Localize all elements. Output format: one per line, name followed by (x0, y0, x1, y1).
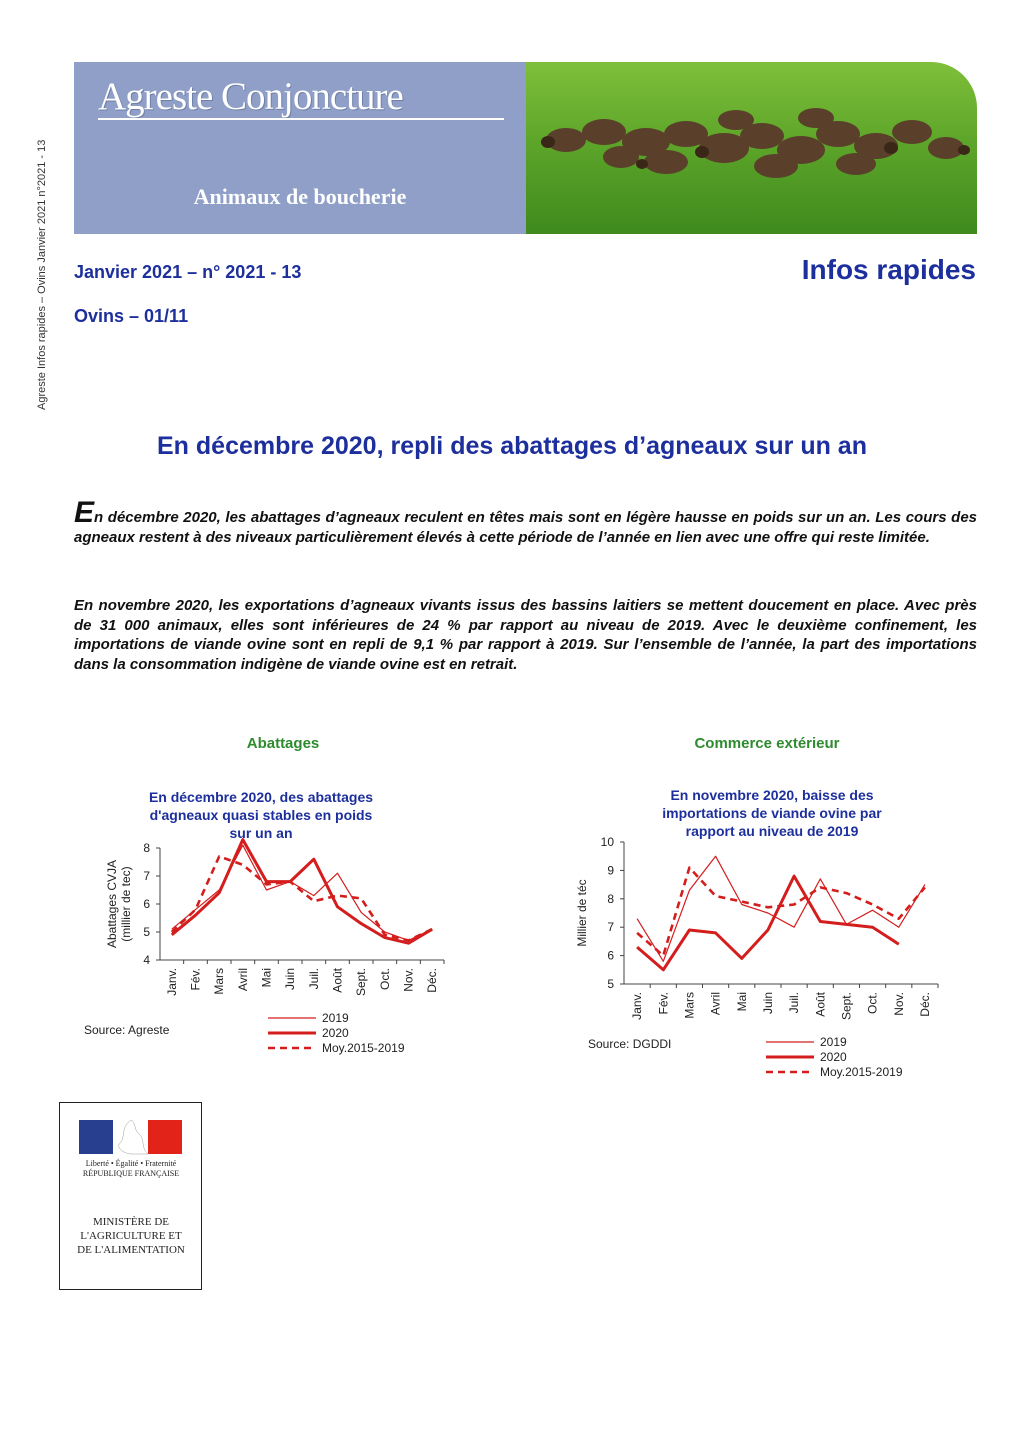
series-label: Ovins – 01/11 (74, 306, 189, 326)
y-tick-label: 5 (143, 925, 150, 939)
chart-title-line: d'agneaux quasi stables en poids (149, 807, 373, 823)
x-tick-label: Mars (212, 968, 227, 995)
x-tick-label: Janv. (630, 992, 645, 1020)
legend-label: Moy.2015-2019 (820, 1065, 903, 1079)
chart-title-line: En novembre 2020, baisse des (670, 787, 874, 803)
brand-name: Agreste Conjoncture (98, 75, 403, 118)
chart-source: Source: DGDDI (588, 1037, 672, 1051)
x-tick-label: Nov. (891, 992, 906, 1016)
section-title-abattages: Abattages (246, 735, 320, 752)
x-tick-label: Mai (259, 968, 274, 988)
side-running-header: Agreste Infos rapides – Ovins Janvier 2021 n°2021 - 13 (36, 139, 48, 410)
x-tick-label: Déc. (917, 992, 932, 1017)
ministry-logo (59, 1102, 202, 1290)
y-tick-label: 5 (607, 977, 614, 991)
banner-subtitle: Animaux de boucherie (193, 184, 407, 209)
x-tick-label: Juil. (306, 968, 321, 990)
x-tick-label: Fév. (188, 968, 203, 991)
y-tick-label: 8 (607, 891, 614, 906)
brand-underline (98, 118, 504, 120)
chart-title-line: importations de viande ovine par (662, 805, 882, 821)
legend-label: 2020 (820, 1050, 847, 1064)
banner-title-panel (74, 62, 526, 234)
y-tick-label: 8 (143, 841, 150, 855)
legend-label: 2019 (820, 1035, 847, 1049)
y-tick-label: 4 (143, 953, 150, 967)
section-title-commerce: Commerce extérieur (694, 735, 840, 752)
x-tick-label: Juin (283, 968, 298, 991)
chart-title-line: En décembre 2020, des abattages (148, 789, 374, 805)
x-tick-label: Août (813, 992, 828, 1017)
x-tick-label: Juil. (787, 992, 802, 1014)
x-tick-label: Juin (760, 992, 775, 1015)
y-tick-label: 7 (607, 920, 614, 935)
legend-label: 2020 (322, 1026, 349, 1040)
paragraph-1-text: n décembre 2020, les abattages d’agneaux reculent en têtes mais sont en légère hausse en poids sur un an. Les cours des agneaux restent à des niveaux particulièrement élevés à cette période de l’année en lien avec une offre qui reste limitée. (74, 509, 977, 546)
x-tick-label: Mai (734, 992, 749, 1012)
chart-source: Source: Agreste (84, 1023, 170, 1037)
legend-label: 2019 (322, 1011, 349, 1025)
y-tick-label: 10 (600, 835, 614, 849)
y-tick-label: 9 (607, 863, 614, 878)
x-tick-label: Fév. (656, 992, 671, 1015)
headline: En décembre 2020, repli des abattages d’agneaux sur un an (157, 432, 867, 460)
x-tick-label: Sept. (354, 968, 369, 997)
x-tick-label: Déc. (425, 968, 440, 993)
x-tick-label: Oct. (865, 992, 880, 1015)
chart-title-line: rapport au niveau de 2019 (685, 823, 859, 839)
series-line-2020 (637, 876, 899, 970)
x-tick-label: Avril (708, 992, 723, 1016)
ministere-text: MINISTÈRE DE L'AGRICULTURE ET DE L'ALIMENTATION (77, 1216, 185, 1256)
paragraph-2: En novembre 2020, les exportations d’agneaux vivants issus des bassins laitiers se mettent doucement en place. Avec près de 31 000 animaux, elles sont inférieures de 24 % par rapport au niveau de 2019. Avec le deuxième confinement, les importations de viande ovine sont en repli de 9,1 % par rapport à 2019. Sur l’ensemble de l’année, la part des importations dans la consommation indigène de viande ovine est en retrait. (74, 597, 977, 673)
infos-rapides-badge: Infos rapides (801, 254, 976, 285)
dropcap: E (74, 496, 95, 529)
x-tick-label: Oct. (377, 968, 392, 991)
x-tick-label: Août (330, 968, 345, 993)
paragraph-1 (74, 496, 977, 547)
x-tick-label: Janv. (164, 968, 179, 996)
chart-title-line: sur un an (229, 825, 293, 841)
banner (74, 62, 977, 234)
republique-text: Liberté • Égalité • Fraternité RÉPUBLIQUE FRANÇAISE (82, 1159, 180, 1178)
issue-date-number: Janvier 2021 – n° 2021 - 13 (74, 262, 302, 282)
chart-abattages (78, 780, 450, 1070)
y-axis-label: Millier de téc (575, 879, 589, 947)
x-tick-label: Nov. (401, 968, 416, 992)
y-axis-label: Abattages CVJA (105, 859, 119, 949)
y-tick-label: 6 (143, 897, 150, 911)
sheep-photo (526, 62, 977, 234)
y-tick-label: 6 (607, 948, 614, 963)
x-tick-label: Mars (682, 992, 697, 1019)
y-tick-label: 7 (143, 869, 150, 883)
legend-label: Moy.2015-2019 (322, 1041, 405, 1055)
y-axis-label: (millier de tec) (119, 866, 133, 942)
x-tick-label: Avril (235, 968, 250, 992)
x-tick-label: Sept. (839, 992, 854, 1021)
chart-commerce (570, 780, 942, 1090)
